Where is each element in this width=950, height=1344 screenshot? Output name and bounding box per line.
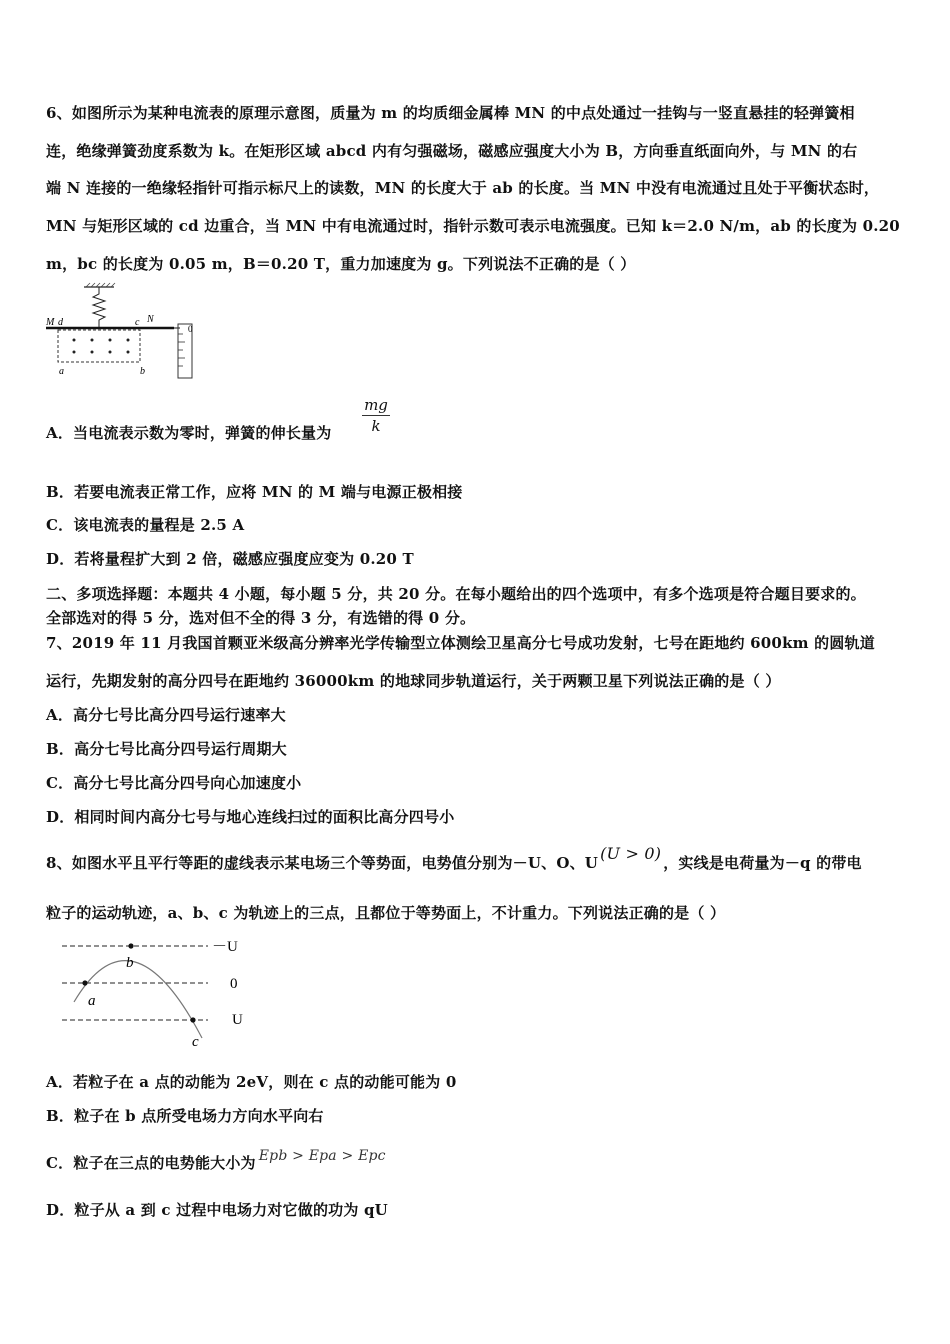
q8-option-b: B．粒子在 b 点所受电场力方向水平向右	[46, 1107, 324, 1125]
fig6-label-b: b	[140, 366, 145, 377]
q6-stem-line-4: MN 与矩形区域的 cd 边重合，当 MN 中有电流通过时，指针示数可表示电流强度。已知 k＝2.0 N/m，ab 的长度为 0.20	[46, 217, 900, 235]
q8-stem-condition: (U > 0)	[600, 844, 662, 863]
q6-option-d: D．若将量程扩大到 2 倍，磁感应强度应变为 0.20 T	[46, 550, 414, 568]
fraction-numerator: mg	[362, 396, 390, 416]
fig6-label-n: N	[147, 314, 154, 325]
q6-ammeter-figure	[44, 282, 204, 382]
q7-stem-line-2: 运行，先期发射的高分四号在距地约 36000km 的地球同步轨道运行，关于两颗卫星下列说法正确的是（ ）	[46, 672, 781, 690]
q6-option-b: B．若要电流表正常工作，应将 MN 的 M 端与电源正极相接	[46, 483, 463, 501]
fig6-label-m: M	[46, 317, 55, 328]
section2-line-1: 二、多项选择题：本题共 4 小题，每小题 5 分，共 20 分。在每小题给出的四个选项中，有多个选项是符合题目要求的。	[46, 585, 866, 603]
q7-option-c: C．高分七号比高分四号向心加速度小	[46, 774, 302, 792]
q6-option-a-fraction	[362, 396, 390, 435]
fig8-label-a: a	[88, 993, 96, 1009]
q6-stem-line-5: m，bc 的长度为 0.05 m，B＝0.20 T，重力加速度为 g。下列说法不正确的是（ ）	[46, 255, 636, 273]
fig8-label-zero: 0	[230, 976, 238, 992]
section2-line-2: 全部选对的得 5 分，选对但不全的得 3 分，有选错的得 0 分。	[46, 609, 476, 627]
fig6-label-a: a	[59, 366, 64, 377]
q8-stem-line-1	[46, 844, 862, 873]
q7-option-a: A．高分七号比高分四号运行速率大	[46, 706, 286, 724]
fig8-label-c: c	[192, 1034, 199, 1050]
fig8-label-minus-u: －U	[212, 939, 238, 955]
fig6-label-c: c	[135, 317, 140, 328]
q8-option-a: A．若粒子在 a 点的动能为 2eV，则在 c 点的动能可能为 0	[46, 1073, 457, 1091]
q7-option-d: D．相同时间内高分七号与地心连线扫过的面积比高分四号小	[46, 808, 455, 826]
q6-stem-line-3: 端 N 连接的一绝缘轻指针可指示标尺上的读数，MN 的长度大于 ab 的长度。当 MN 中没有电流通过且处于平衡状态时，	[46, 179, 880, 197]
q6-stem-line-2: 连，绝缘弹簧劲度系数为 k。在矩形区域 abcd 内有匀强磁场，磁感应强度大小为 B，方向垂直纸面向外，与 MN 的右	[46, 142, 858, 160]
q7-option-b: B．高分七号比高分四号运行周期大	[46, 740, 287, 758]
q6-option-a: A．当电流表示数为零时，弹簧的伸长量为	[46, 424, 332, 442]
q8-stem-line-1-suffix: ，实线是电荷量为－q 的带电	[663, 854, 862, 872]
fig6-scale-zero: 0	[188, 324, 193, 334]
q8-equipotential-figure	[60, 934, 260, 1050]
fig8-label-u: U	[232, 1012, 243, 1028]
q6-stem-line-1: 6、如图所示为某种电流表的原理示意图，质量为 m 的均质细金属棒 MN 的中点处通过一挂钩与一竖直悬挂的轻弹簧相	[46, 104, 855, 122]
q7-stem-line-1: 7、2019 年 11 月我国首颗亚米级高分辨率光学传输型立体测绘卫星高分七号成功发射，七号在距地约 600km 的圆轨道	[46, 634, 875, 652]
q6-option-c: C．该电流表的量程是 2.5 A	[46, 516, 245, 534]
q8-option-c-text: C．粒子在三点的电势能大小为	[46, 1154, 256, 1172]
q8-stem-line-1-prefix: 8、如图水平且平行等距的虚线表示某电场三个等势面，电势值分别为－U、O、U	[46, 854, 599, 872]
fig8-label-b: b	[126, 955, 134, 971]
q8-option-c	[46, 1148, 386, 1173]
q8-option-d: D．粒子从 a 到 c 过程中电场力对它做的功为 qU	[46, 1201, 388, 1219]
q8-stem-line-2: 粒子的运动轨迹，a、b、c 为轨迹上的三点，且都位于等势面上，不计重力。下列说法正确的是（ ）	[46, 904, 726, 922]
q8-option-c-formula: Epb > Epa > Epc	[258, 1148, 386, 1164]
fraction-denominator: k	[371, 417, 381, 435]
fig6-label-d: d	[58, 317, 63, 328]
